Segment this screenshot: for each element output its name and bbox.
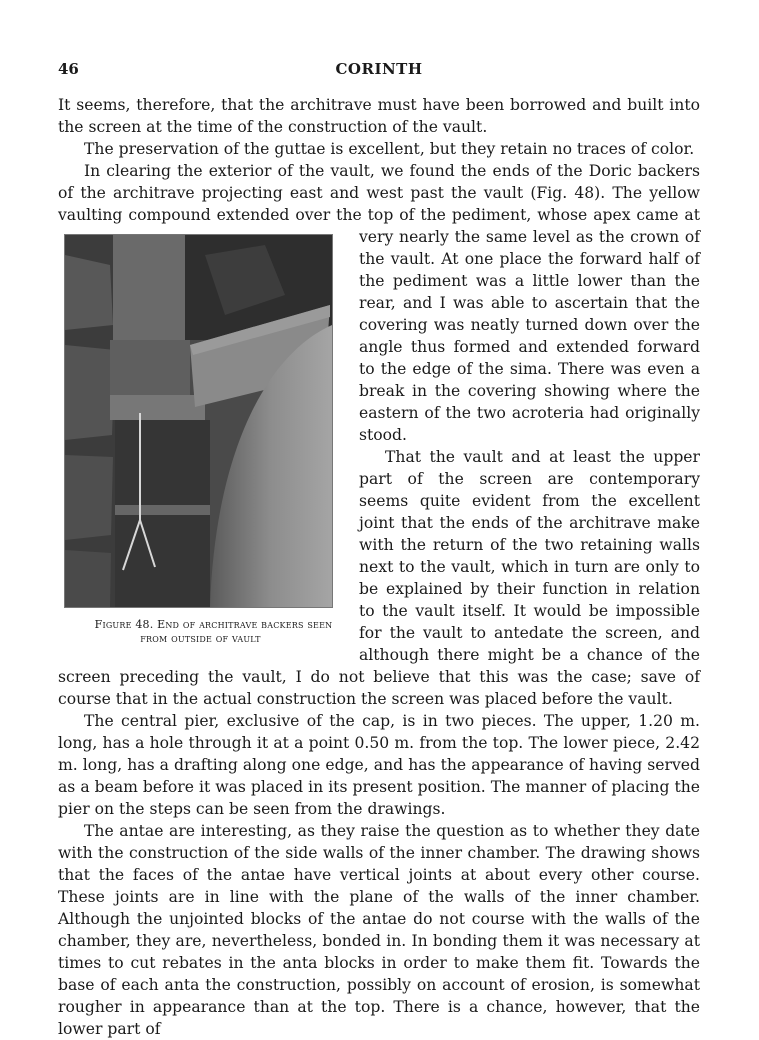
running-head: CORINTH — [335, 60, 423, 78]
page-number: 46 — [58, 60, 79, 78]
vault-photograph — [64, 234, 333, 608]
page-header — [58, 60, 700, 82]
paragraph: The central pier, exclusive of the cap, is in two pieces. The upper, 1.20 m. long, has a hole through it at a point 0.50 m. from the top. The lower piece, 2.42 m. long, has a drafting along one edge, and has the appearance of having served as a beam before it was placed in its present position. The manner of placing the pier on the steps can be seen from the drawings. — [58, 712, 700, 818]
paragraph-text: In clearing the exterior of the vault, we found the ends of the Doric backers of the architrave projecting east and west past the vault (Fig. 48). The yellow vaulting compound extended over the top of the pediment, whose apex came at very nearly the same level as — [58, 162, 700, 246]
paragraph: It seems, therefore, that the architrave must have been borrowed and built into the screen at the time of the construction of the vault. — [58, 96, 700, 136]
figure-48 — [58, 234, 343, 646]
paragraph: That the vault and at least the upper part of the screen are contemporary seems quite evident from the excellent joint that the ends of the architrave make with the return of the two retaining walls next to the vault, which in turn are only to be explained by their function in relation to the vault itself. It would be impossible for the vault to antedate the screen, and although there might be a chance of the screen preceding the vault, I do not believe that this was the case; save of course that in the actual construction the screen was placed before the vault. — [58, 448, 700, 708]
paragraph: The antae are interesting, as they raise the question as to whether they date with the construction of the side walls of the inner chamber. The drawing shows that the faces of the antae have vertical joints at about every other course. These joints are in line with the plane of the walls of the inner chamber. Although the unjointed blocks of the antae do not course with the walls of the chamber, they are, nevertheless, bonded in. In bonding them it was necessary at times to cut rebates in the anta blocks in order to make them fit. Towards the base of each anta the construction, possibly on account of erosion, is somewhat rougher in appearance than at the top. There is a chance, however, that the lower part of — [58, 822, 700, 1038]
figure-label: Figure 48. — [94, 618, 154, 631]
paragraph-text: the crown of the vault. At one place the forward half of the pediment was a little lower than the rear, and I was able to ascertain that the covering was neatly turned down over the angle thus formed and extended forward to the edge of the sima. There was even a break in the covering showing where the eastern of the two acroteria had originally stood. — [359, 228, 700, 444]
paragraph: The preservation of the guttae is excellent, but they retain no traces of color. — [84, 140, 695, 158]
figure-caption-text: End of architrave backers seen from outside of vault — [140, 618, 333, 645]
body-text — [58, 94, 700, 1040]
figure-caption — [58, 618, 343, 646]
